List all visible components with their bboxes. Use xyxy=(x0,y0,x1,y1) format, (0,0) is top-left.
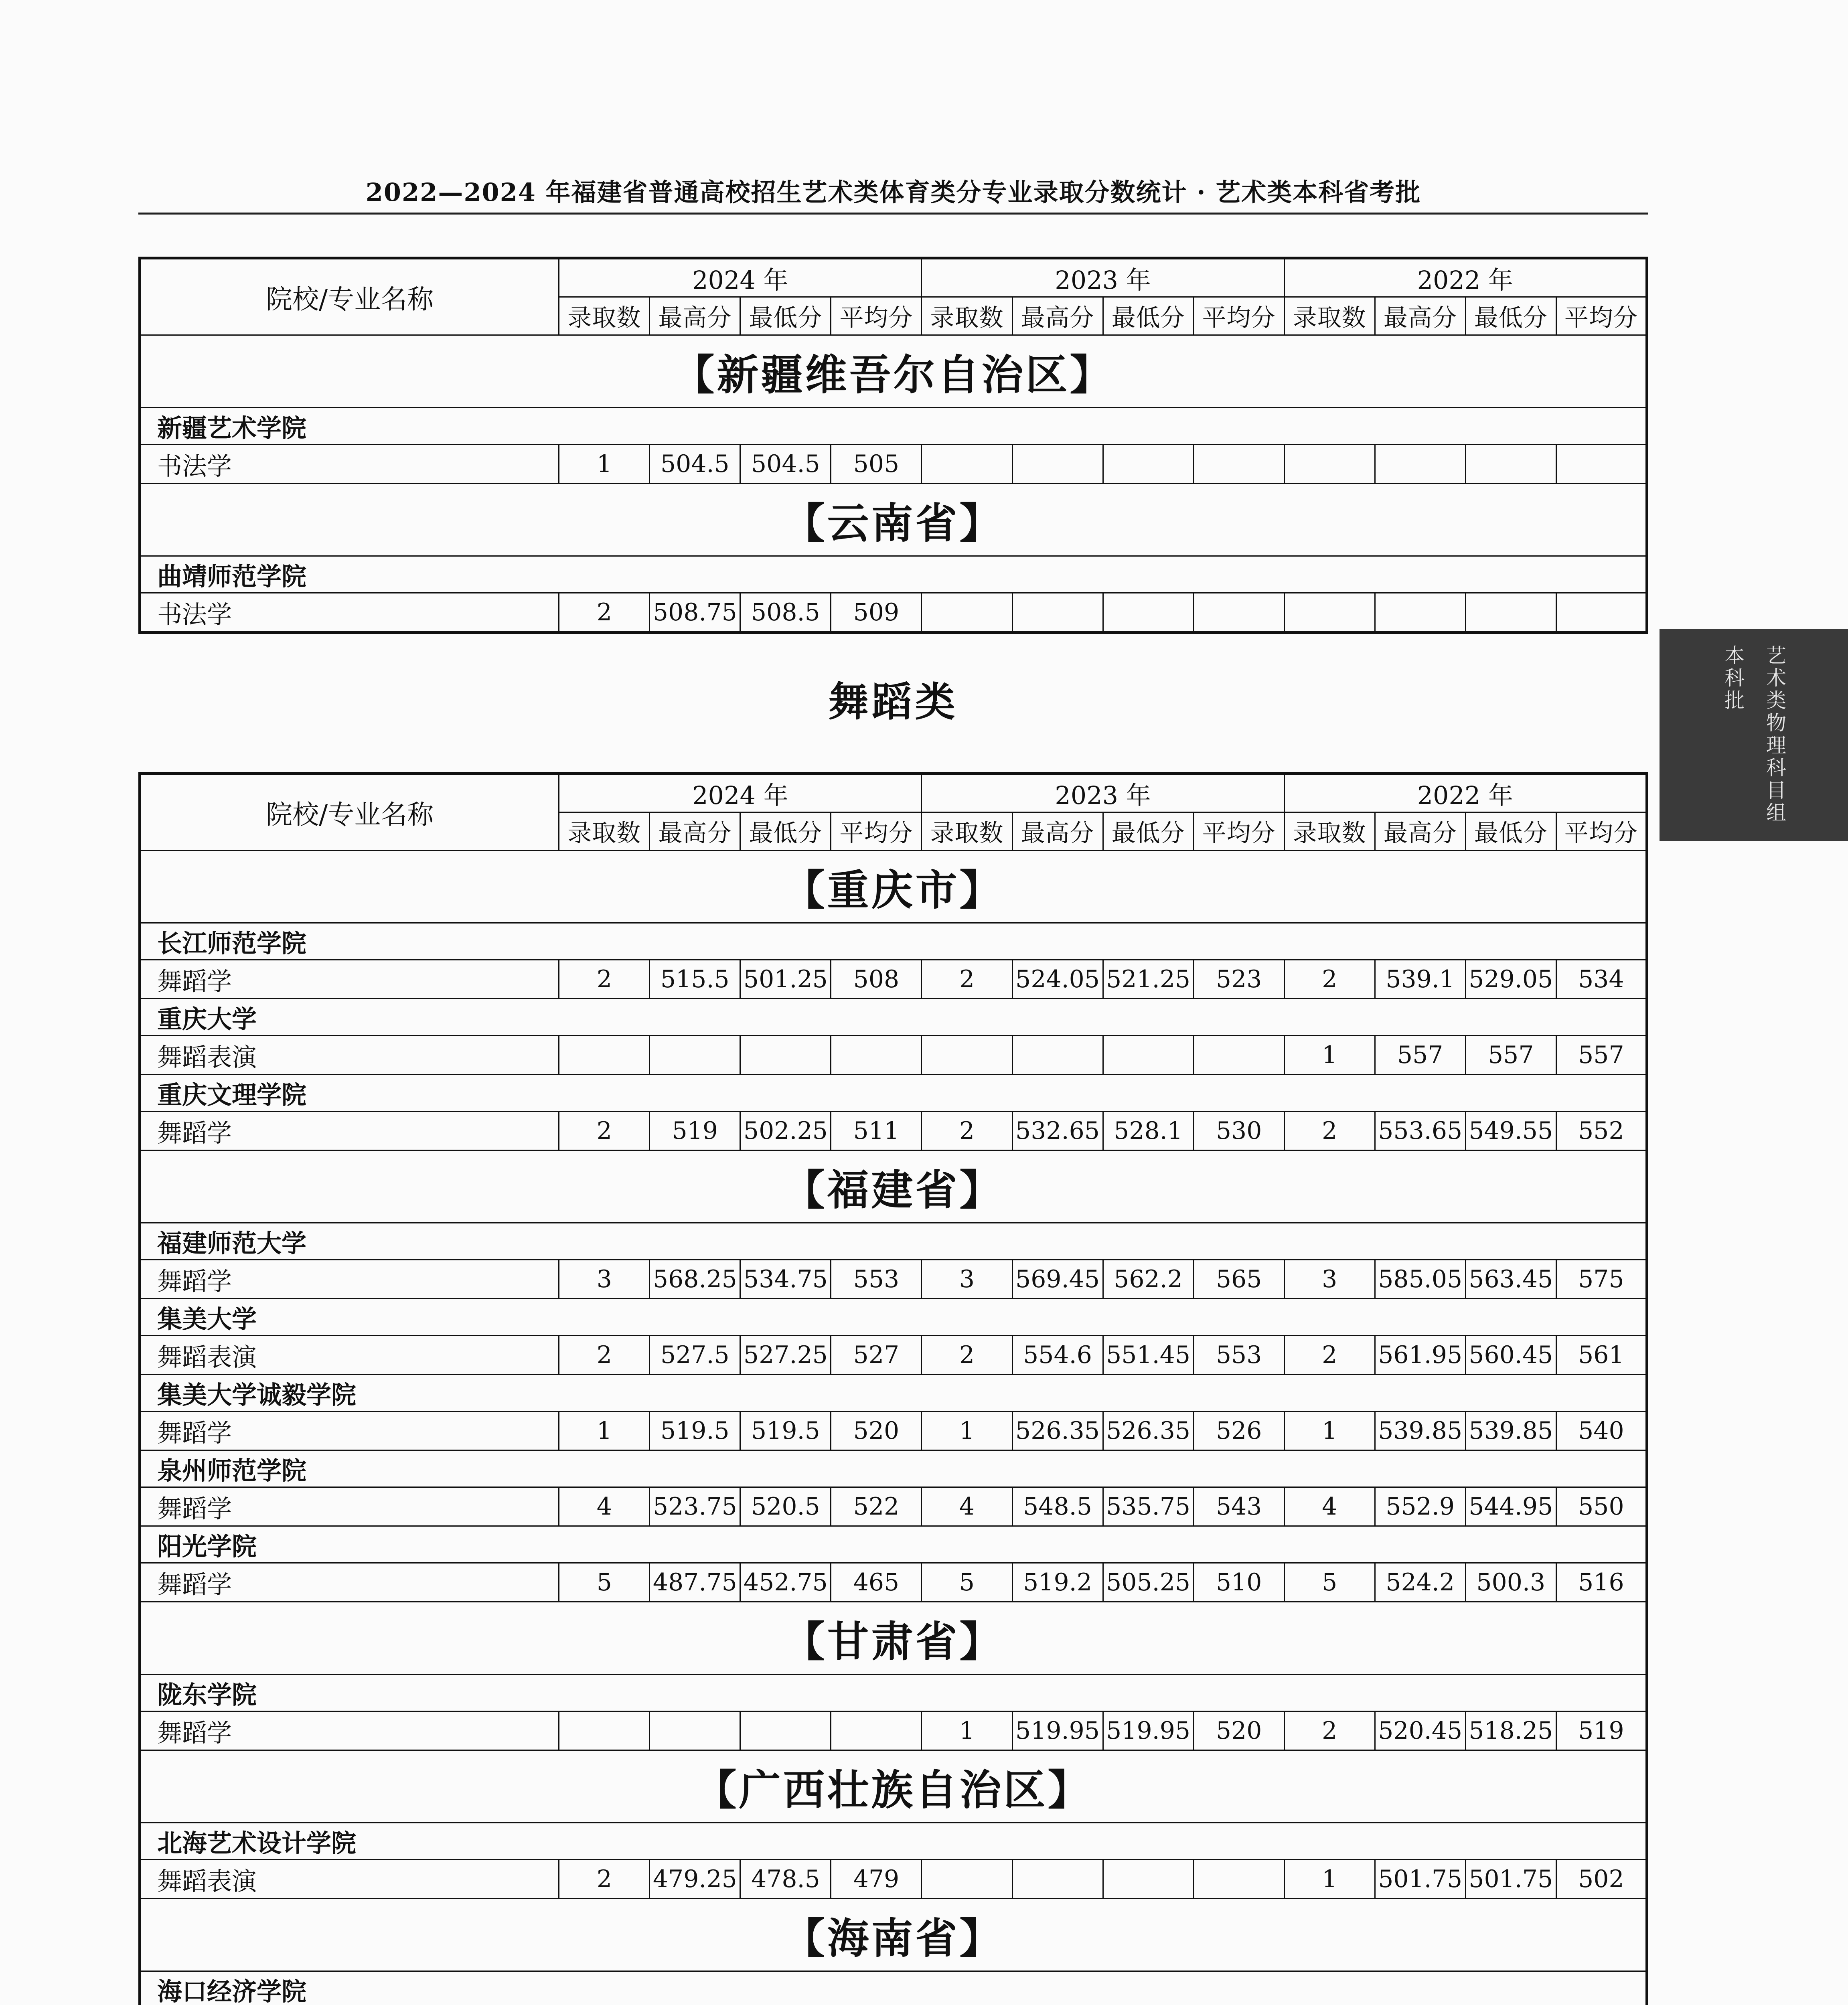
region-name: 【海南省】 xyxy=(140,1899,1647,1971)
score-cell: 539.85 xyxy=(1465,1412,1556,1450)
score-cell: 479 xyxy=(831,1860,922,1899)
score-cell: 539.85 xyxy=(1375,1412,1465,1450)
score-cell: 557 xyxy=(1556,1036,1647,1075)
score-cell xyxy=(922,1036,1012,1075)
region-name: 【福建省】 xyxy=(140,1150,1647,1223)
major-row xyxy=(140,1336,1647,1375)
header-sub-col: 平均分 xyxy=(831,812,922,851)
region-name: 【云南省】 xyxy=(140,484,1647,556)
region-name: 【新疆维吾尔自治区】 xyxy=(140,335,1647,408)
school-name: 重庆文理学院 xyxy=(140,1075,1647,1112)
dance-score-table xyxy=(138,772,1648,2005)
school-row xyxy=(140,408,1647,445)
header-sub-col: 录取数 xyxy=(922,812,1012,851)
score-cell xyxy=(559,1711,650,1750)
score-cell: 562.2 xyxy=(1103,1260,1194,1299)
score-cell: 1 xyxy=(922,1711,1012,1750)
score-cell: 511 xyxy=(831,1112,922,1150)
score-cell: 524.2 xyxy=(1375,1563,1465,1602)
score-cell: 519.5 xyxy=(650,1412,740,1450)
score-cell: 519.95 xyxy=(1103,1711,1194,1750)
score-cell: 560.45 xyxy=(1465,1336,1556,1375)
region-row xyxy=(140,1602,1647,1675)
score-cell: 550 xyxy=(1556,1487,1647,1526)
school-row xyxy=(140,923,1647,960)
side-tab xyxy=(1660,629,1848,841)
school-row xyxy=(140,1526,1647,1563)
score-cell: 510 xyxy=(1194,1563,1284,1602)
region-name: 【重庆市】 xyxy=(140,851,1647,923)
school-row xyxy=(140,1450,1647,1487)
school-row xyxy=(140,1375,1647,1412)
score-cell xyxy=(1103,1860,1194,1899)
score-cell: 569.45 xyxy=(1012,1260,1103,1299)
score-cell: 4 xyxy=(559,1487,650,1526)
side-tab-line-2: 本科批 xyxy=(1721,645,1745,712)
score-cell xyxy=(1465,445,1556,484)
score-cell xyxy=(740,1711,831,1750)
score-cell: 530 xyxy=(1194,1112,1284,1150)
school-row xyxy=(140,1299,1647,1336)
header-name-col: 院校/专业名称 xyxy=(140,258,559,335)
score-cell: 524.05 xyxy=(1012,960,1103,999)
score-cell: 527 xyxy=(831,1336,922,1375)
score-cell xyxy=(831,1711,922,1750)
major-name: 舞蹈学 xyxy=(140,1487,559,1526)
score-cell: 3 xyxy=(922,1260,1012,1299)
score-cell: 478.5 xyxy=(740,1860,831,1899)
major-row xyxy=(140,1036,1647,1075)
score-cell: 529.05 xyxy=(1465,960,1556,999)
school-name: 新疆艺术学院 xyxy=(140,408,1647,445)
score-cell: 1 xyxy=(559,445,650,484)
header-year: 2022 年 xyxy=(1284,258,1647,297)
major-row xyxy=(140,445,1647,484)
score-cell: 527.5 xyxy=(650,1336,740,1375)
score-cell: 2 xyxy=(1284,960,1375,999)
header-rule xyxy=(138,213,1648,215)
score-cell: 1 xyxy=(559,1412,650,1450)
score-cell xyxy=(1012,593,1103,633)
school-row xyxy=(140,1971,1647,2005)
header-sub-col: 录取数 xyxy=(1284,297,1375,335)
region-row xyxy=(140,484,1647,556)
score-cell: 2 xyxy=(922,960,1012,999)
score-cell: 523.75 xyxy=(650,1487,740,1526)
score-cell: 543 xyxy=(1194,1487,1284,1526)
school-name: 福建师范大学 xyxy=(140,1223,1647,1260)
major-name: 舞蹈学 xyxy=(140,1412,559,1450)
score-cell: 557 xyxy=(1465,1036,1556,1075)
score-cell: 534.75 xyxy=(740,1260,831,1299)
region-name: 【甘肃省】 xyxy=(140,1602,1647,1675)
score-cell: 520 xyxy=(831,1412,922,1450)
major-name: 舞蹈学 xyxy=(140,1711,559,1750)
major-name: 书法学 xyxy=(140,445,559,484)
score-cell: 508.5 xyxy=(740,593,831,633)
section-title: 舞蹈类 xyxy=(828,678,958,725)
score-cell xyxy=(1556,445,1647,484)
score-cell: 509 xyxy=(831,593,922,633)
school-name: 陇东学院 xyxy=(140,1675,1647,1711)
score-cell: 519.95 xyxy=(1012,1711,1103,1750)
header-sub-col: 录取数 xyxy=(559,812,650,851)
score-cell: 500.3 xyxy=(1465,1563,1556,1602)
school-row xyxy=(140,556,1647,593)
score-cell xyxy=(1194,593,1284,633)
score-cell xyxy=(1012,1036,1103,1075)
score-cell: 3 xyxy=(559,1260,650,1299)
school-name: 长江师范学院 xyxy=(140,923,1647,960)
calligraphy-score-table xyxy=(138,257,1648,634)
score-cell: 526 xyxy=(1194,1412,1284,1450)
score-cell: 1 xyxy=(1284,1860,1375,1899)
score-cell: 508.75 xyxy=(650,593,740,633)
header-sub-col: 最低分 xyxy=(1103,812,1194,851)
header-year: 2024 年 xyxy=(559,258,922,297)
school-name: 重庆大学 xyxy=(140,999,1647,1036)
score-cell xyxy=(650,1036,740,1075)
header-year: 2024 年 xyxy=(559,774,922,812)
score-cell: 553 xyxy=(831,1260,922,1299)
school-name: 集美大学诚毅学院 xyxy=(140,1375,1647,1412)
score-cell: 520.45 xyxy=(1375,1711,1465,1750)
score-cell: 521.25 xyxy=(1103,960,1194,999)
side-tab-line-1: 艺术类物理科目组 xyxy=(1763,645,1786,824)
score-cell xyxy=(1375,593,1465,633)
major-row xyxy=(140,1412,1647,1450)
score-cell xyxy=(1103,445,1194,484)
score-cell: 501.75 xyxy=(1375,1860,1465,1899)
score-cell: 552 xyxy=(1556,1112,1647,1150)
score-cell: 2 xyxy=(1284,1112,1375,1150)
major-name: 舞蹈学 xyxy=(140,1112,559,1150)
score-cell: 526.35 xyxy=(1103,1412,1194,1450)
major-row xyxy=(140,1487,1647,1526)
header-sub-col: 最高分 xyxy=(1375,297,1465,335)
score-cell: 534 xyxy=(1556,960,1647,999)
score-cell: 518.25 xyxy=(1465,1711,1556,1750)
header-sub-col: 最高分 xyxy=(650,812,740,851)
score-cell: 520.5 xyxy=(740,1487,831,1526)
score-cell xyxy=(559,1036,650,1075)
header-sub-col: 最高分 xyxy=(1375,812,1465,851)
score-cell: 519.5 xyxy=(740,1412,831,1450)
score-cell: 539.1 xyxy=(1375,960,1465,999)
score-cell: 568.25 xyxy=(650,1260,740,1299)
score-cell: 532.65 xyxy=(1012,1112,1103,1150)
score-cell: 505.25 xyxy=(1103,1563,1194,1602)
region-row xyxy=(140,335,1647,408)
score-cell: 551.45 xyxy=(1103,1336,1194,1375)
header-sub-col: 最高分 xyxy=(1012,297,1103,335)
running-header: 2022—2024 年福建省普通高校招生艺术类体育类分专业录取分数统计 · 艺术类本科省考批 xyxy=(365,178,1421,207)
score-cell: 575 xyxy=(1556,1260,1647,1299)
score-cell: 5 xyxy=(922,1563,1012,1602)
score-cell: 519.2 xyxy=(1012,1563,1103,1602)
score-cell: 5 xyxy=(559,1563,650,1602)
score-cell: 465 xyxy=(831,1563,922,1602)
score-cell xyxy=(740,1036,831,1075)
score-cell: 4 xyxy=(922,1487,1012,1526)
score-cell: 5 xyxy=(1284,1563,1375,1602)
score-cell xyxy=(1103,593,1194,633)
score-cell: 1 xyxy=(922,1412,1012,1450)
school-row xyxy=(140,1075,1647,1112)
score-cell xyxy=(1194,1860,1284,1899)
region-name: 【广西壮族自治区】 xyxy=(140,1750,1647,1823)
school-row xyxy=(140,1823,1647,1860)
score-cell: 549.55 xyxy=(1465,1112,1556,1150)
score-cell: 501.75 xyxy=(1465,1860,1556,1899)
major-row xyxy=(140,1112,1647,1150)
major-name: 舞蹈学 xyxy=(140,1260,559,1299)
header-sub-col: 平均分 xyxy=(1556,812,1647,851)
score-cell xyxy=(1103,1036,1194,1075)
score-cell xyxy=(1375,445,1465,484)
score-cell: 544.95 xyxy=(1465,1487,1556,1526)
header-sub-col: 最低分 xyxy=(1465,297,1556,335)
header-sub-col: 最低分 xyxy=(1465,812,1556,851)
school-row xyxy=(140,999,1647,1036)
header-sub-col: 录取数 xyxy=(559,297,650,335)
major-row xyxy=(140,1711,1647,1750)
score-cell xyxy=(1012,445,1103,484)
score-cell: 2 xyxy=(1284,1711,1375,1750)
score-cell xyxy=(1465,593,1556,633)
header-sub-col: 最低分 xyxy=(740,812,831,851)
score-cell: 522 xyxy=(831,1487,922,1526)
score-cell: 452.75 xyxy=(740,1563,831,1602)
school-name: 海口经济学院 xyxy=(140,1971,1647,2005)
score-cell xyxy=(1012,1860,1103,1899)
score-cell: 585.05 xyxy=(1375,1260,1465,1299)
header-sub-col: 平均分 xyxy=(1194,297,1284,335)
score-cell: 2 xyxy=(922,1336,1012,1375)
score-cell: 540 xyxy=(1556,1412,1647,1450)
header-sub-col: 平均分 xyxy=(1194,812,1284,851)
header-sub-col: 最低分 xyxy=(1103,297,1194,335)
score-cell: 4 xyxy=(1284,1487,1375,1526)
score-cell xyxy=(1284,593,1375,633)
score-cell: 479.25 xyxy=(650,1860,740,1899)
score-cell: 2 xyxy=(559,1336,650,1375)
major-row xyxy=(140,593,1647,633)
school-name: 阳光学院 xyxy=(140,1526,1647,1563)
score-cell: 561.95 xyxy=(1375,1336,1465,1375)
major-name: 舞蹈学 xyxy=(140,960,559,999)
score-cell: 501.25 xyxy=(740,960,831,999)
school-name: 集美大学 xyxy=(140,1299,1647,1336)
score-cell: 519 xyxy=(650,1112,740,1150)
score-cell: 2 xyxy=(559,960,650,999)
score-cell: 502 xyxy=(1556,1860,1647,1899)
score-cell: 565 xyxy=(1194,1260,1284,1299)
header-sub-col: 平均分 xyxy=(1556,297,1647,335)
major-row xyxy=(140,960,1647,999)
school-row xyxy=(140,1675,1647,1711)
score-cell: 1 xyxy=(1284,1412,1375,1450)
major-name: 舞蹈学 xyxy=(140,1563,559,1602)
score-cell: 553.65 xyxy=(1375,1112,1465,1150)
major-name: 舞蹈表演 xyxy=(140,1860,559,1899)
header-year: 2023 年 xyxy=(922,258,1284,297)
score-cell: 505 xyxy=(831,445,922,484)
header-sub-col: 录取数 xyxy=(922,297,1012,335)
score-cell xyxy=(1194,1036,1284,1075)
school-name: 泉州师范学院 xyxy=(140,1450,1647,1487)
region-row xyxy=(140,1750,1647,1823)
score-cell: 561 xyxy=(1556,1336,1647,1375)
score-cell: 557 xyxy=(1375,1036,1465,1075)
score-cell xyxy=(922,593,1012,633)
score-cell: 487.75 xyxy=(650,1563,740,1602)
score-cell: 535.75 xyxy=(1103,1487,1194,1526)
score-cell xyxy=(1194,445,1284,484)
header-name-col: 院校/专业名称 xyxy=(140,774,559,851)
region-row xyxy=(140,851,1647,923)
region-row xyxy=(140,1899,1647,1971)
score-cell xyxy=(650,1711,740,1750)
region-row xyxy=(140,1150,1647,1223)
score-cell: 523 xyxy=(1194,960,1284,999)
score-cell xyxy=(1556,593,1647,633)
header-sub-col: 最低分 xyxy=(740,297,831,335)
header-sub-col: 最高分 xyxy=(650,297,740,335)
score-cell: 508 xyxy=(831,960,922,999)
score-cell xyxy=(1284,445,1375,484)
score-cell: 516 xyxy=(1556,1563,1647,1602)
header-sub-col: 平均分 xyxy=(831,297,922,335)
score-cell xyxy=(922,445,1012,484)
header-year: 2023 年 xyxy=(922,774,1284,812)
score-cell: 563.45 xyxy=(1465,1260,1556,1299)
score-cell: 2 xyxy=(559,1860,650,1899)
major-row xyxy=(140,1260,1647,1299)
score-cell: 528.1 xyxy=(1103,1112,1194,1150)
school-row xyxy=(140,1223,1647,1260)
header-year: 2022 年 xyxy=(1284,774,1647,812)
score-cell: 504.5 xyxy=(650,445,740,484)
score-cell: 2 xyxy=(559,1112,650,1150)
major-name: 书法学 xyxy=(140,593,559,633)
score-cell: 527.25 xyxy=(740,1336,831,1375)
score-cell xyxy=(922,1860,1012,1899)
score-cell: 552.9 xyxy=(1375,1487,1465,1526)
score-cell: 2 xyxy=(922,1112,1012,1150)
score-cell: 1 xyxy=(1284,1036,1375,1075)
score-cell xyxy=(831,1036,922,1075)
score-cell: 520 xyxy=(1194,1711,1284,1750)
score-cell: 519 xyxy=(1556,1711,1647,1750)
score-cell: 548.5 xyxy=(1012,1487,1103,1526)
score-cell: 554.6 xyxy=(1012,1336,1103,1375)
major-name: 舞蹈表演 xyxy=(140,1036,559,1075)
score-cell: 526.35 xyxy=(1012,1412,1103,1450)
major-name: 舞蹈表演 xyxy=(140,1336,559,1375)
score-cell: 515.5 xyxy=(650,960,740,999)
score-cell: 553 xyxy=(1194,1336,1284,1375)
major-row xyxy=(140,1563,1647,1602)
school-name: 北海艺术设计学院 xyxy=(140,1823,1647,1860)
score-cell: 3 xyxy=(1284,1260,1375,1299)
major-row xyxy=(140,1860,1647,1899)
score-cell: 2 xyxy=(1284,1336,1375,1375)
score-cell: 504.5 xyxy=(740,445,831,484)
score-cell: 502.25 xyxy=(740,1112,831,1150)
header-sub-col: 录取数 xyxy=(1284,812,1375,851)
score-cell: 2 xyxy=(559,593,650,633)
header-sub-col: 最高分 xyxy=(1012,812,1103,851)
school-name: 曲靖师范学院 xyxy=(140,556,1647,593)
